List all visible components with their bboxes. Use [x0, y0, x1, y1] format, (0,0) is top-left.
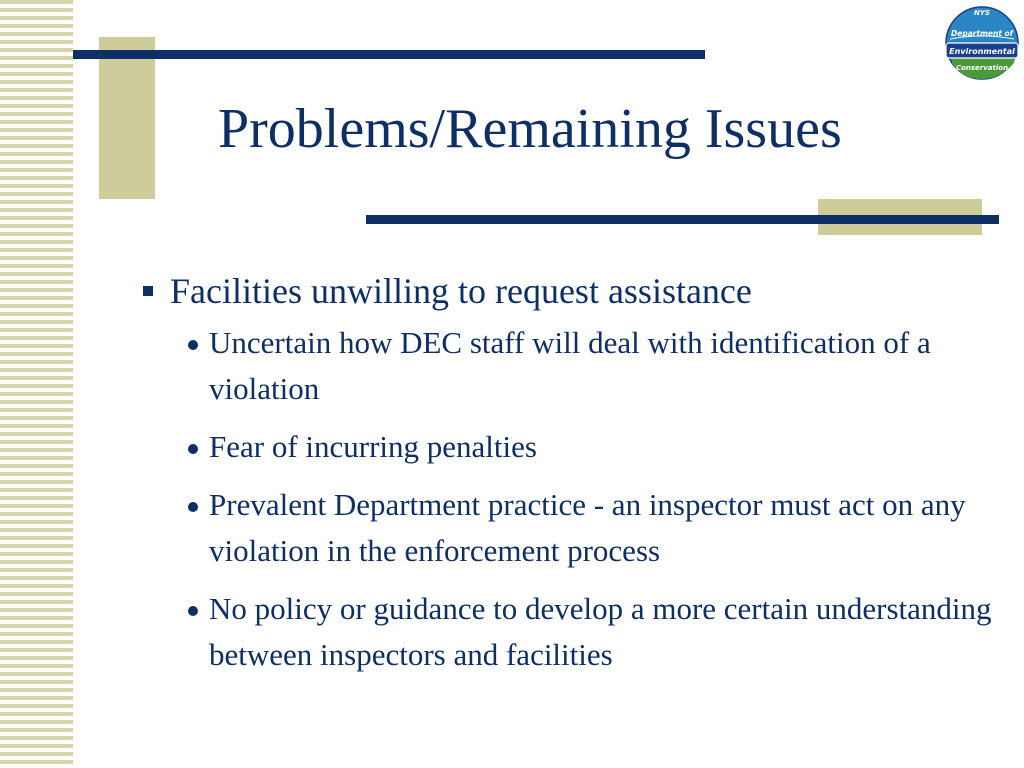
- logo-text-line-2: Department of: [951, 29, 1013, 38]
- square-bullet-icon: [143, 286, 153, 296]
- round-bullet-icon: [188, 340, 198, 350]
- decorative-stripe-band: [0, 0, 73, 768]
- sub-bullet-text: Uncertain how DEC staff will deal with identification of a violation: [209, 325, 931, 406]
- sub-bullet-text: No policy or guidance to develop a more certain understanding between inspectors and facilities: [209, 591, 992, 672]
- nys-dec-logo: [944, 3, 1020, 83]
- sub-bullet-text: Fear of incurring penalties: [209, 429, 537, 464]
- logo-text-line-1: NYS: [974, 9, 990, 17]
- sub-bullet-item: [186, 424, 1010, 470]
- decorative-navy-rule-top: [73, 50, 705, 59]
- sub-bullet-item: [186, 482, 1010, 574]
- bullet-list: [140, 268, 1010, 690]
- round-bullet-icon: [188, 606, 198, 616]
- sub-bullet-list: [140, 320, 1010, 678]
- round-bullet-icon: [188, 502, 198, 512]
- sub-bullet-text: Prevalent Department practice - an inspector must act on any violation in the enforcement process: [209, 487, 966, 568]
- round-bullet-icon: [188, 444, 198, 454]
- bullet-item: [140, 268, 1010, 314]
- sub-bullet-item: [186, 320, 1010, 412]
- logo-text-line-3: Environmental: [949, 47, 1015, 56]
- sub-bullet-item: [186, 586, 1010, 678]
- decorative-navy-rule-bottom: [366, 215, 999, 224]
- decorative-khaki-block-top: [99, 37, 155, 199]
- logo-text-line-4: Conservation: [955, 64, 1009, 72]
- slide-title: Problems/Remaining Issues: [218, 98, 842, 160]
- bullet-text: Facilities unwilling to request assistance: [170, 271, 752, 311]
